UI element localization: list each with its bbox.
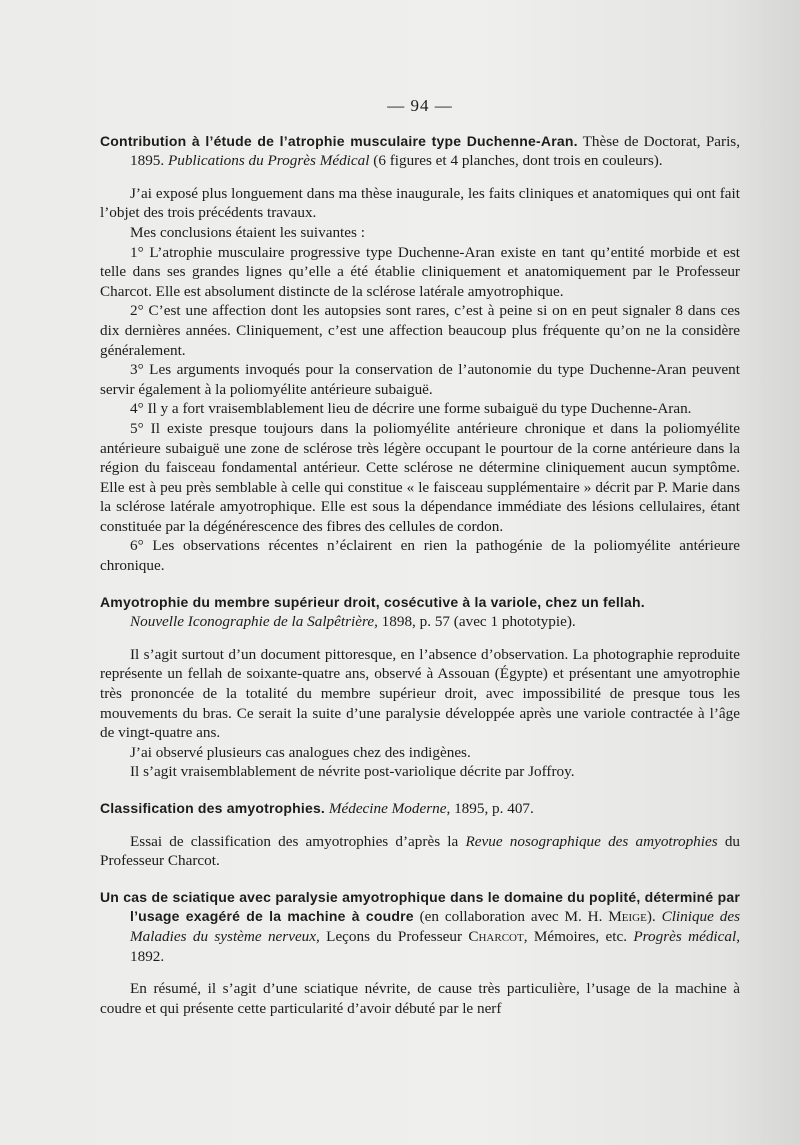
- entry-classification: [100, 799, 740, 871]
- entry-duchenne-aran: [100, 132, 740, 576]
- author-name: Charcot: [468, 927, 524, 945]
- page-number: — 94 —: [387, 96, 453, 115]
- entry-title-bold: Un cas de sciatique avec paralysie amyotrophique dans le domaine du poplité, déterminé par l’usage exagéré de la machine à coudre: [100, 888, 740, 925]
- entry-title-bold: Classification des amyotrophies.: [100, 800, 326, 816]
- paragraph-reference: Revue nosographique des amyotrophies: [465, 832, 718, 850]
- entry-title-publication: Médecine Moderne: [328, 800, 447, 817]
- paragraph: Il s’agit surtout d’un document pittoresque, en l’absence d’observation. La photographie reproduite représente un fellah de soixante-quatre ans, observé à Assouan (Égypte) et présentant une amyotrophie très prononcée de la totalité du membre supérieur droit, avec impossibilité de presque tous les mouvements du bras. Ce serait la suite d’une paralysie développée après une variole contractée à l’âge de vingt-quatre ans.: [100, 645, 740, 742]
- paragraph: 4° Il y a fort vraisemblablement lieu de décrire une forme subaiguë du type Duchenne-Aran.: [130, 400, 692, 418]
- entry-title-text: (6 figures et 4 planches, dont trois en couleurs).: [369, 152, 663, 170]
- entry-title-text: , 1898, p. 57 (avec 1 phototypie).: [374, 613, 576, 631]
- paragraph: J’ai exposé plus longuement dans ma thèse inaugurale, les faits cliniques et anatomiques qui ont fait l’objet des trois précédents travaux.: [100, 184, 740, 222]
- entry-title-text: Leçons du Professeur: [319, 927, 469, 945]
- paragraph-text: Essai de classification des amyotrophies d’après la: [130, 832, 466, 850]
- entry-title: [100, 799, 740, 819]
- paragraph: 1° L’atrophie musculaire progressive type Duchenne-Aran existe en tant qu’entité morbide et est telle dans ses grandes lignes qu’elle a été établie cliniquement et anatomiquement par le Professeur Charcot. Elle est absolument distincte de la sclérose latérale amyotrophique.: [100, 243, 740, 300]
- paragraph: 5° Il existe presque toujours dans la poliomyélite antérieure chronique et dans la poliomyélite antérieure subaiguë une zone de sclérose très légère occupant le pourtour de la corne antérieure dans la région du faisceau fondamental antérieur. Cette sclérose ne détermine cliniquement aucun symptôme. Elle est à peu près semblable à celle qui constitue « le faisceau supplémentaire » décrit par P. Marie dans la sclérose latérale amyotrophique. Elle est sous la dépendance immédiate des lésions cellulaires, étant constituée par la dégénérescence des fibres des cellules de cordon.: [100, 419, 740, 535]
- entry-title: [100, 888, 740, 966]
- entry-title-text: , Mémoires, etc.: [523, 927, 634, 945]
- paragraph: J’ai observé plusieurs cas analogues chez des indigènes.: [130, 743, 471, 761]
- page-content: [100, 96, 740, 1018]
- paragraph: Il s’agit vraisemblablement de névrite post-variolique décrite par Joffroy.: [130, 763, 575, 781]
- entry-title-text: ).: [646, 908, 662, 926]
- entry-title-bold: Contribution à l’étude de l’atrophie musculaire type Duchenne-Aran.: [100, 132, 578, 149]
- paragraph: En résumé, il s’agit d’une sciatique névrite, de cause très particulière, l’usage de la machine à coudre et qui présente cette particularité d’avoir débuté par le nerf: [100, 980, 740, 1017]
- entry-title-bold: Amyotrophie du membre supérieur droit, cosécutive à la variole, chez un fellah.: [100, 593, 645, 610]
- entry-title: [100, 593, 740, 632]
- paragraph: 6° Les observations récentes n’éclairent en rien la pathogénie de la poliomyélite antérieure chronique.: [100, 537, 740, 575]
- entry-title-publication: Publications du Progrès Médical: [167, 152, 370, 170]
- entry-sciatique: [100, 888, 740, 1019]
- paragraph-text: du Professeur Charcot.: [100, 832, 741, 870]
- paragraph: 3° Les arguments invoqués pour la conservation de l’autonomie du type Duchenne-Aran peuvent servir également à la poliomyélite antérieure subaiguë.: [100, 361, 740, 398]
- entry-title-publication: Clinique des Maladies du système nerveux,: [130, 908, 740, 945]
- entry-title-text: (en collaboration avec M. H.: [413, 908, 609, 926]
- entry-title-publication: Nouvelle Iconographie de la Salpêtrière: [130, 613, 375, 631]
- paragraph: Mes conclusions étaient les suivantes :: [130, 223, 365, 241]
- entry-title-text: Thèse de Doctorat, Paris, 1895.: [130, 132, 740, 170]
- entry-fellah: [100, 593, 740, 782]
- entry-title-publication: Progrès médical: [633, 927, 737, 945]
- entry-title-text: , 1895, p. 407.: [446, 800, 534, 817]
- paragraph: [100, 832, 740, 871]
- entry-title: [100, 132, 740, 171]
- paragraph: 2° C’est une affection dont les autopsies sont rares, c’est à peine si on en peut signaler 8 dans ces dix dernières années. Cliniquement, c’est une affection beaucoup plus fréquente qu’on ne la considère généralement.: [100, 302, 740, 359]
- author-name: Meige: [608, 908, 647, 926]
- entry-title-text: , 1892.: [130, 927, 740, 965]
